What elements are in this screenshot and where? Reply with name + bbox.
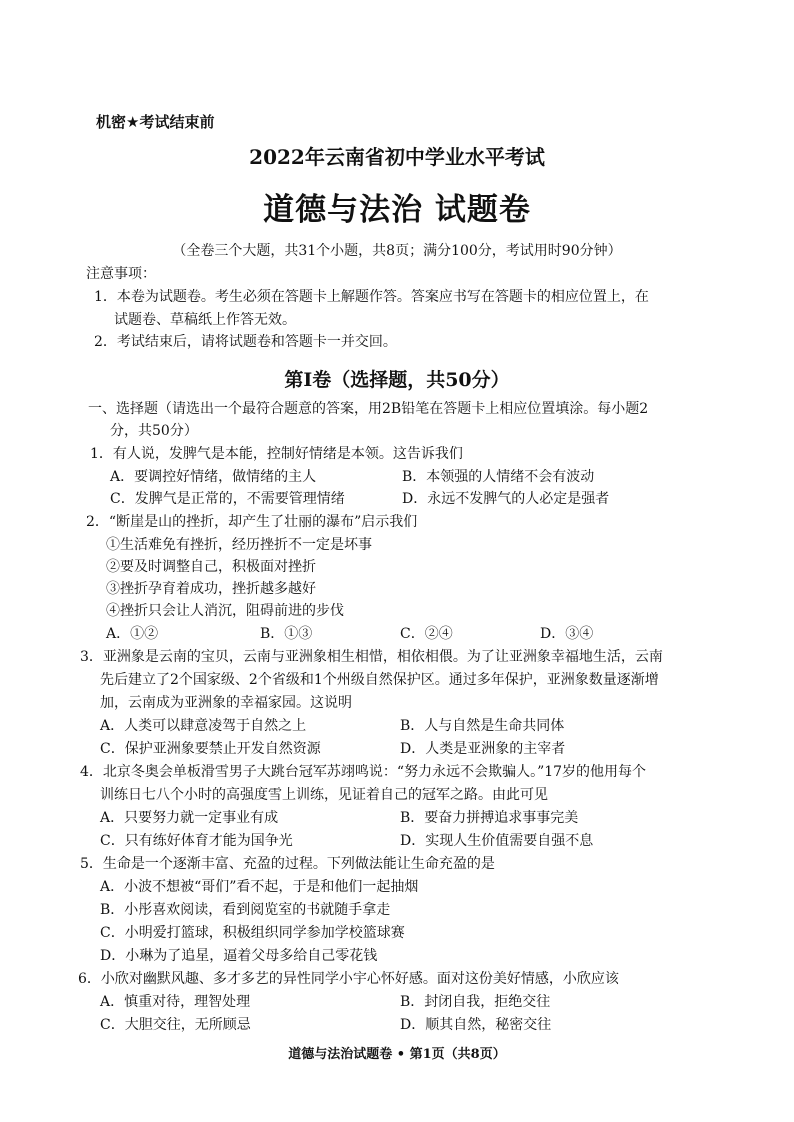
question-2-option-b: B．①③ bbox=[260, 626, 313, 642]
page-footer: 道德与法治试题卷 • 第1页（共8页） bbox=[288, 1047, 506, 1062]
question-2-item-1: ①生活难免有挫折，经历挫折不一定是坏事 bbox=[106, 537, 372, 553]
question-3-option-b: B．人与自然是生命共同体 bbox=[400, 718, 565, 734]
question-6-option-d: D．顺其自然，秘密交往 bbox=[400, 1017, 552, 1033]
question-6-option-c: C．大胆交往，无所顾忌 bbox=[100, 1017, 251, 1033]
question-2-item-4: ④挫折只会让人消沉，阻碍前进的步伐 bbox=[106, 603, 344, 619]
question-1-option-d: D．永远不发脾气的人必定是强者 bbox=[402, 491, 610, 507]
question-5-option-d: D．小琳为了追星，逼着父母多给自己零花钱 bbox=[100, 948, 378, 964]
question-5-option-b: B．小彤喜欢阅读，看到阅览室的书就随手拿走 bbox=[100, 902, 391, 918]
question-3-option-c: C．保护亚洲象要禁止开发自然资源 bbox=[100, 741, 321, 757]
question-6-option-a: A．慎重对待，理智处理 bbox=[100, 994, 251, 1010]
question-2-option-c: C．②④ bbox=[400, 626, 453, 642]
exam-title: 2022年云南省初中学业水平考试 bbox=[249, 145, 545, 169]
exam-info: （全卷三个大题，共31个小题，共8页；满分100分，考试用时90分钟） bbox=[172, 243, 622, 259]
question-4-stem-cont: 训练日七八个小时的高强度雪上训练，见证着自己的冠军之路。由此可见 bbox=[100, 787, 548, 803]
question-2-item-3: ③挫折孕育着成功，挫折越多越好 bbox=[106, 581, 316, 597]
notice-item-2: 2．考试结束后，请将试题卷和答题卡一并交回。 bbox=[94, 334, 397, 350]
question-1-stem: 1．有人说，发脾气是本能，控制好情绪是本领。这告诉我们 bbox=[90, 446, 463, 462]
question-1-option-b: B．本领强的人情绪不会有波动 bbox=[402, 469, 595, 485]
question-4-option-d: D．实现人生价值需要自强不息 bbox=[400, 833, 594, 849]
question-2-option-d: D．③④ bbox=[540, 626, 594, 642]
section-instruction-cont: 分，共50分） bbox=[110, 423, 198, 439]
confidential-mark: 机密★考试结束前 bbox=[96, 113, 215, 131]
question-4-option-b: B．要奋力拼搏追求事事完美 bbox=[400, 810, 579, 826]
question-5-option-c: C．小明爱打篮球，积极组织同学参加学校篮球赛 bbox=[100, 925, 405, 941]
notice-item-1-cont: 试题卷、草稿纸上作答无效。 bbox=[114, 312, 296, 328]
question-6-stem: 6．小欣对幽默风趣、多才多艺的异性同学小宇心怀好感。面对这份美好情感，小欣应该 bbox=[78, 971, 619, 987]
section-instruction: 一、选择题（请选出一个最符合题意的答案，用2B铅笔在答题卡上相应位置填涂。每小题2 bbox=[88, 401, 649, 417]
subject-title: 道德与法治 试题卷 bbox=[263, 192, 531, 228]
question-3-stem-cont-1: 先后建立了2个国家级、2个省级和1个州级自然保护区。通过多年保护，亚洲象数量逐渐增 bbox=[100, 672, 659, 688]
question-1-option-a: A．要调控好情绪，做情绪的主人 bbox=[110, 469, 317, 485]
question-5-option-a: A．小波不想被“哥们”看不起，于是和他们一起抽烟 bbox=[100, 879, 419, 895]
section-title: 第Ⅰ卷（选择题，共50分） bbox=[284, 369, 510, 391]
notice-item-1: 1．本卷为试题卷。考生必须在答题卡上解题作答。答案应书写在答题卡的相应位置上，在 bbox=[94, 289, 649, 305]
question-3-option-d: D．人类是亚洲象的主宰者 bbox=[400, 741, 566, 757]
question-3-option-a: A．人类可以肆意凌驾于自然之上 bbox=[100, 718, 307, 734]
question-2-option-a: A．①② bbox=[106, 626, 159, 642]
question-4-option-a: A．只要努力就一定事业有成 bbox=[100, 810, 279, 826]
question-2-item-2: ②要及时调整自己，积极面对挫折 bbox=[106, 559, 316, 575]
question-1-option-c: C．发脾气是正常的，不需要管理情绪 bbox=[110, 491, 345, 507]
question-4-option-c: C．只有练好体育才能为国争光 bbox=[100, 833, 293, 849]
question-2-stem: 2．“断崖是山的挫折，却产生了壮丽的瀑布”启示我们 bbox=[86, 514, 418, 530]
question-3-stem-cont-2: 加，云南成为亚洲象的幸福家园。这说明 bbox=[100, 695, 352, 711]
notice-title: 注意事项： bbox=[86, 266, 156, 282]
question-3-stem: 3．亚洲象是云南的宝贝，云南与亚洲象相生相惜，相依相偎。为了让亚洲象幸福地生活，云南 bbox=[80, 649, 663, 665]
question-4-stem: 4．北京冬奥会单板滑雪男子大跳台冠军苏翊鸣说：“努力永远不会欺骗人。”17岁的他用每个 bbox=[80, 764, 647, 780]
question-6-option-b: B．封闭自我，拒绝交往 bbox=[400, 994, 551, 1010]
question-5-stem: 5．生命是一个逐渐丰富、充盈的过程。下列做法能让生命充盈的是 bbox=[80, 856, 495, 872]
